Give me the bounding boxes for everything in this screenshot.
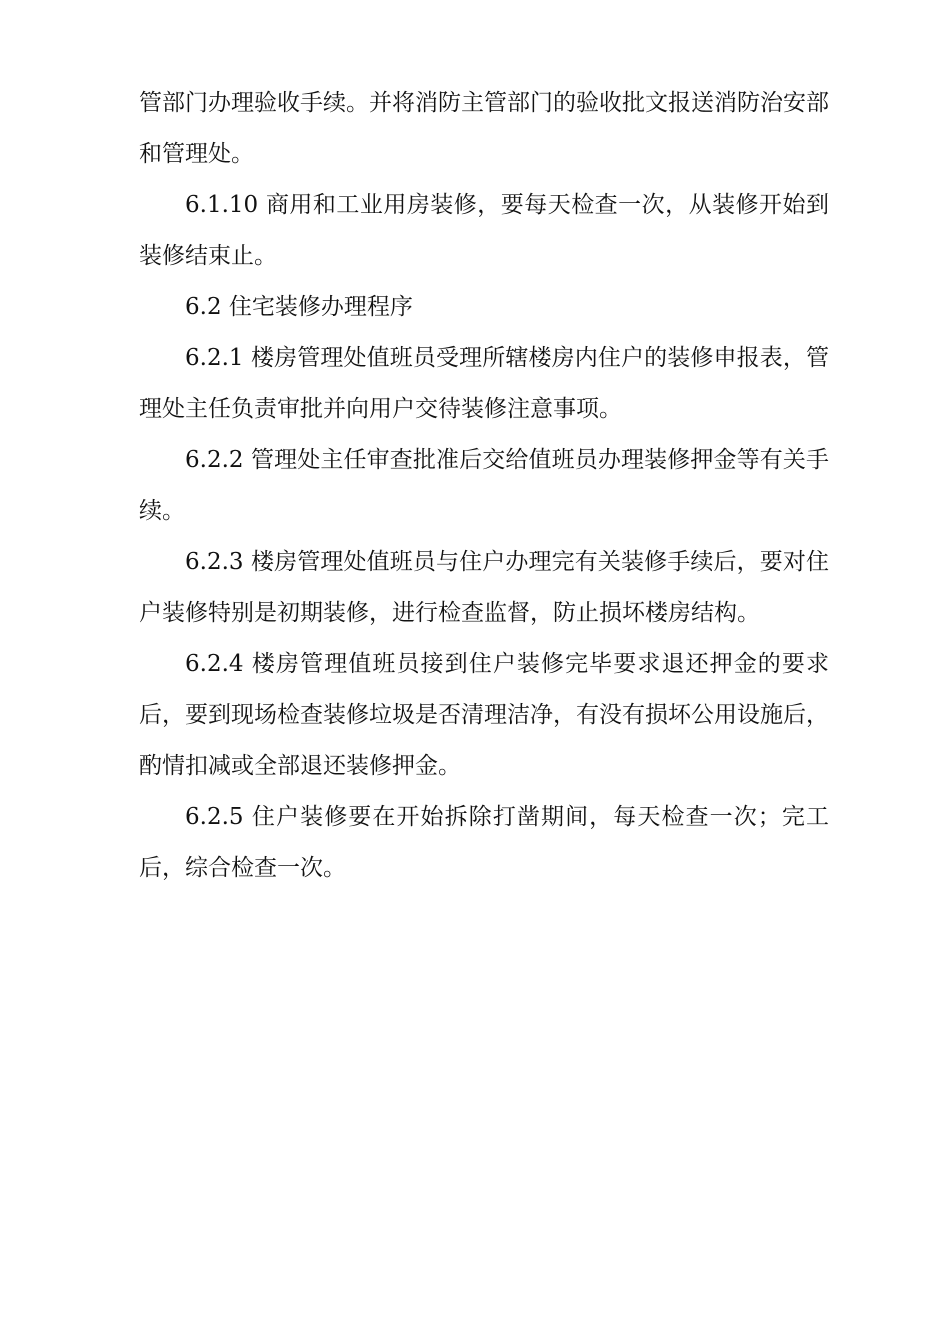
paragraph-6-1-10: 6.1.10 商用和工业用房装修，要每天检查一次，从装修开始到装修结束止。 bbox=[139, 192, 829, 269]
paragraph-6-2-5: 6.2.5 住户装修要在开始拆除打凿期间，每天检查一次；完工后，综合检查一次。 bbox=[139, 804, 829, 881]
paragraph-6-2-1: 6.2.1 楼房管理处值班员受理所辖楼房内住户的装修申报表，管理处主任负责审批并向用户交待装修注意事项。 bbox=[139, 345, 829, 422]
section-heading-6-2: 6.2 住宅装修办理程序 bbox=[185, 294, 413, 320]
document-body bbox=[139, 78, 829, 894]
paragraph-6-2-3: 6.2.3 楼房管理处值班员与住户办理完有关装修手续后，要对住户装修特别是初期装修，进行检查监督，防止损坏楼房结构。 bbox=[139, 549, 829, 626]
paragraph-continuation: 管部门办理验收手续。并将消防主管部门的验收批文报送消防治安部和管理处。 bbox=[139, 90, 829, 167]
paragraph-6-2-4: 6.2.4 楼房管理值班员接到住户装修完毕要求退还押金的要求后，要到现场检查装修垃圾是否清理洁净，有没有损坏公用设施后，酌情扣减或全部退还装修押金。 bbox=[139, 651, 829, 779]
paragraph-6-2-2: 6.2.2 管理处主任审查批准后交给值班员办理装修押金等有关手续。 bbox=[139, 447, 829, 524]
